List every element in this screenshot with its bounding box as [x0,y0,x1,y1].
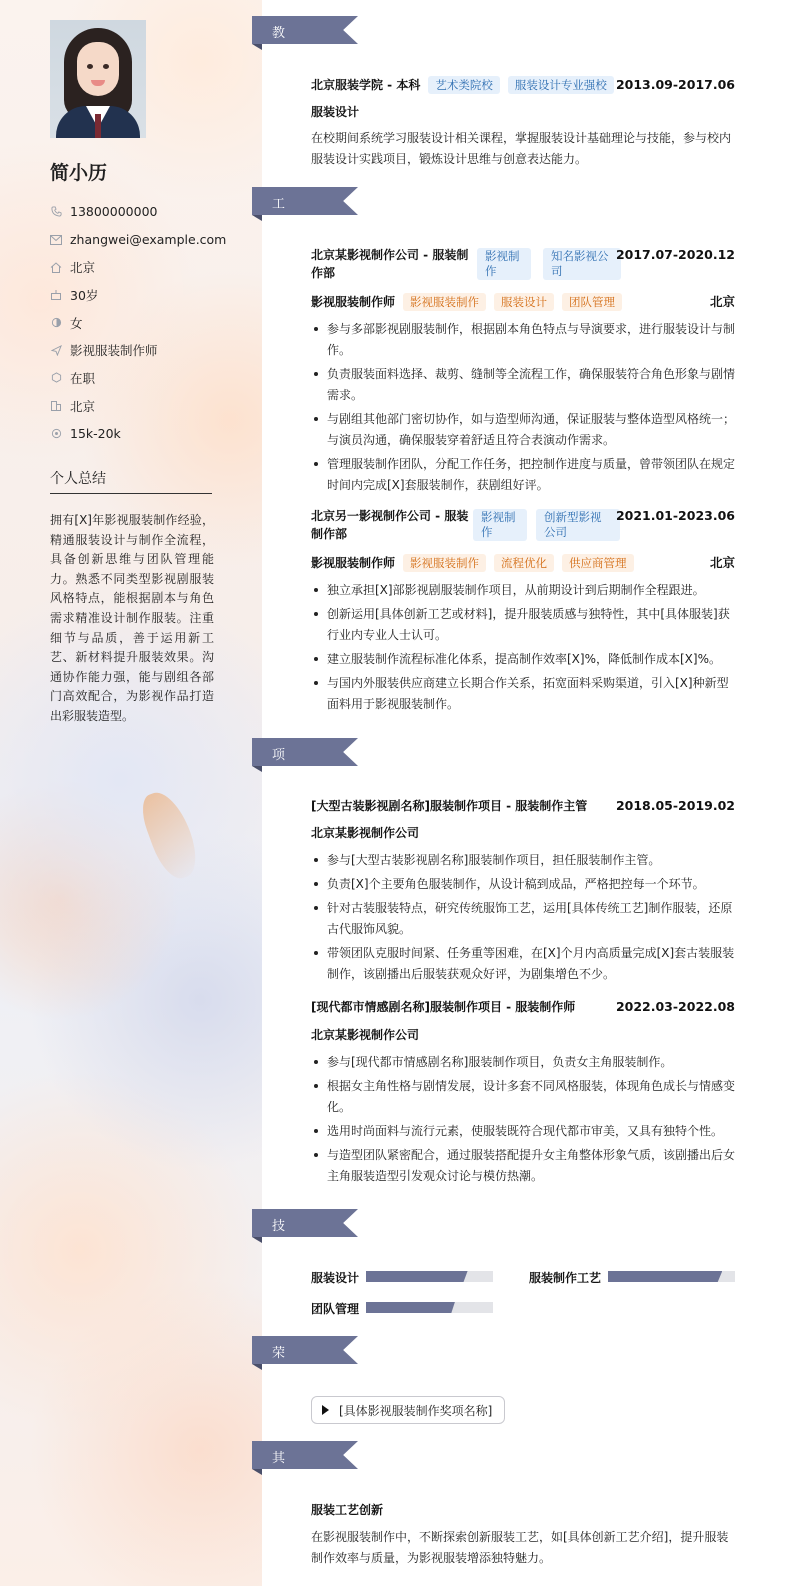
work-role-row [311,293,735,311]
summary-divider [50,493,212,494]
list-item: 负责服装面料选择、裁剪、缝制等全流程工作，确保服装符合角色形象与剧情需求。 [311,364,735,406]
age-icon [50,289,62,301]
avatar [50,20,146,138]
list-item: 针对古装服装特点，研究传统服饰工艺，运用[具体传统工艺]制作服装，还原古代服饰风貌。 [311,898,735,940]
send-icon [50,344,62,356]
section-title-work: 工作经历 [272,197,286,269]
phone-text: 13800000000 [70,204,158,220]
email-text: zhangwei@example.com [70,232,227,248]
work-role-tag: 影视服装制作 [403,554,486,572]
education-tag: 艺术类院校 [428,76,500,94]
info-salary [50,420,226,448]
work-role-row [311,554,735,572]
skill-bar-track [608,1271,735,1282]
work-city: 北京 [709,294,735,309]
salary-text: 15k-20k [70,425,121,441]
work-item-header [311,507,735,543]
project-title: [大型古装影视剧名称]服装制作项目 - 服装制作主管 [311,799,588,813]
summary-text: 拥有[X]年影视服装制作经验，精通服装设计与制作全流程，具备创新思维与团队管理能力。熟悉不同类型影视剧服装风格特点，能根据剧本与角色需求精准设计制作服装。注重细节与品质，善于运用新工艺、新材料提升服装效果。沟通协作能力强，能与剧组各部门高效配合，为影视作品打造出彩服装造型。 [50,513,214,723]
education-description: 在校期间系统学习服装设计相关课程，掌握服装设计基础理论与技能，参与校内服装设计实践项目，锻炼设计思维与创意表达能力。 [311,131,732,166]
skill-item [529,1269,735,1285]
project-date: 2018.05-2019.02 [615,798,735,813]
gender-text: 女 [70,315,83,331]
work-bullets [311,319,735,499]
summary-title: 个人总结 [50,471,106,487]
work-bullets [311,580,735,718]
info-status [50,364,226,392]
gender-icon [50,317,62,329]
award-name: [具体影视服装制作奖项名称] [339,1403,493,1418]
list-item: 与剧组其他部门密切协作，如与造型师沟通，保证服装与整体造型风格统一；与演员沟通，确保服装穿着舒适且符合表演动作需求。 [311,409,735,451]
age-text: 30岁 [70,287,99,303]
list-item: 负责[X]个主要角色服装制作，从设计稿到成品，严格把控每一个环节。 [311,874,735,895]
skill-item [311,1300,493,1316]
info-location [50,253,226,281]
work-role-tag: 影视服装制作 [403,293,486,311]
list-item: 根据女主角性格与剧情发展，设计多套不同风格服装，体现角色成长与情感变化。 [311,1076,735,1118]
list-item: 选用时尚面料与流行元素，使服装既符合现代都市审美，又具有独特个性。 [311,1121,735,1142]
work-item-header [311,246,735,282]
skill-bar-track [366,1271,493,1282]
skill-bar-fill [366,1302,455,1313]
background-painting [136,786,204,884]
project-header-row [311,797,735,815]
list-item: 带领团队克服时间紧、任务重等困难，在[X]个月内高质量完成[X]套古装服装制作，该剧播出后服装获观众好评，为剧集增色不少。 [311,943,735,985]
work-company: 北京某影视制作公司 - 服装制 作部 [311,248,469,280]
award-item [311,1396,505,1424]
sidebar [0,0,262,1586]
list-item: 与国内外服装供应商建立长期合作关系，拓宽面料采购渠道，引入[X]种新型面料用于影视服装制作。 [311,673,735,715]
project-date: 2022.03-2022.08 [615,999,735,1014]
skill-name: 服装设计 [311,1270,360,1285]
section-title-projects: 项目经历 [272,748,286,820]
work-role-tag: 服装设计 [494,293,554,311]
project-company: 北京某影视制作公司 [311,826,420,840]
info-email [50,226,226,254]
skill-item [311,1269,493,1285]
work-city: 北京 [709,555,735,570]
work-date: 2021.01-2023.06 [615,508,735,523]
section-title-awards: 荣誉奖项 [272,1346,286,1418]
list-item: 管理服装制作团队，分配工作任务，把控制作进度与质量，曾带领团队在规定时间内完成[X]套服装制作，获剧组好评。 [311,454,735,496]
other-title: 服装工艺创新 [311,1503,384,1517]
contact-info-list [50,198,226,447]
list-item: 建立服装制作流程标准化体系，提高制作效率[X]%，降低制作成本[X]%。 [311,649,735,670]
education-school: 北京服装学院 - 本科 [311,78,421,92]
list-item: 参与[大型古装影视剧名称]服装制作项目，担任服装制作主管。 [311,850,735,871]
home-icon [50,261,62,273]
section-title-other: 其他信息 [272,1451,286,1523]
info-target-job [50,336,226,364]
list-item: 参与多部影视剧服装制作，根据剧本角色特点与导演要求，进行服装设计与制作。 [311,319,735,361]
work-tag: 创新型影视 公司 [536,509,620,541]
education-major: 服装设计 [311,105,360,119]
skill-name: 团队管理 [311,1301,360,1316]
work-role: 影视服装制作师 [311,556,396,570]
salary-icon [50,427,62,439]
info-age [50,281,226,309]
mail-icon [50,234,62,246]
other-text: 在影视服装制作中，不断探索创新服装工艺，如[具体创新工艺介绍]，提升服装制作效率与质量，为影视服装增添独特魅力。 [311,1530,729,1565]
work-company: 北京另一影视制作公司 - 服装 制作部 [311,509,469,541]
work-date: 2017.07-2020.12 [615,247,735,262]
education-date: 2013.09-2017.06 [615,77,735,92]
info-gender [50,309,226,337]
play-triangle-icon [322,1405,329,1415]
status-text: 在职 [70,370,96,386]
skill-bar-fill [366,1271,468,1282]
work-role: 影视服装制作师 [311,295,396,309]
status-icon [50,372,62,384]
work-tag: 影视制 作 [477,248,531,280]
project-title: [现代都市情感剧名称]服装制作项目 - 服装制作师 [311,1000,576,1014]
target-job-text: 影视服装制作师 [70,343,158,359]
location-text: 北京 [70,260,96,276]
list-item: 与造型团队紧密配合，通过服装搭配提升女主角整体形象气质，该剧播出后女主角服装造型引发观众讨论与模仿热潮。 [311,1145,735,1187]
work-role-tag: 团队管理 [562,293,622,311]
work-tag: 影视制 作 [473,509,527,541]
work-role-tag: 供应商管理 [562,554,634,572]
building-icon [50,400,62,412]
skill-bar-fill [608,1271,722,1282]
list-item: 独立承担[X]部影视剧服装制作项目，从前期设计到后期制作全程跟进。 [311,580,735,601]
info-target-city [50,392,226,420]
project-bullets [311,1052,735,1190]
list-item: 创新运用[具体创新工艺或材料]，提升服装质感与独特性，其中[具体服装]获行业内专业人士认可。 [311,604,735,646]
info-phone [50,198,226,226]
target-city-text: 北京 [70,398,96,414]
candidate-name: 简小历 [50,162,108,184]
skill-bar-track [366,1302,493,1313]
work-role-tag: 流程优化 [494,554,554,572]
skill-name: 服装制作工艺 [529,1270,602,1285]
project-bullets [311,850,735,988]
education-tag: 服装设计专业强校 [508,76,614,94]
project-company: 北京某影视制作公司 [311,1028,420,1042]
work-tag: 知名影视公 司 [543,248,621,280]
section-title-education: 教育经历 [272,26,286,98]
education-header-row [311,76,735,94]
project-header-row [311,998,735,1016]
list-item: 参与[现代都市情感剧名称]服装制作项目，负责女主角服装制作。 [311,1052,735,1073]
phone-icon [50,206,62,218]
section-title-skills: 技能专长 [272,1219,286,1291]
